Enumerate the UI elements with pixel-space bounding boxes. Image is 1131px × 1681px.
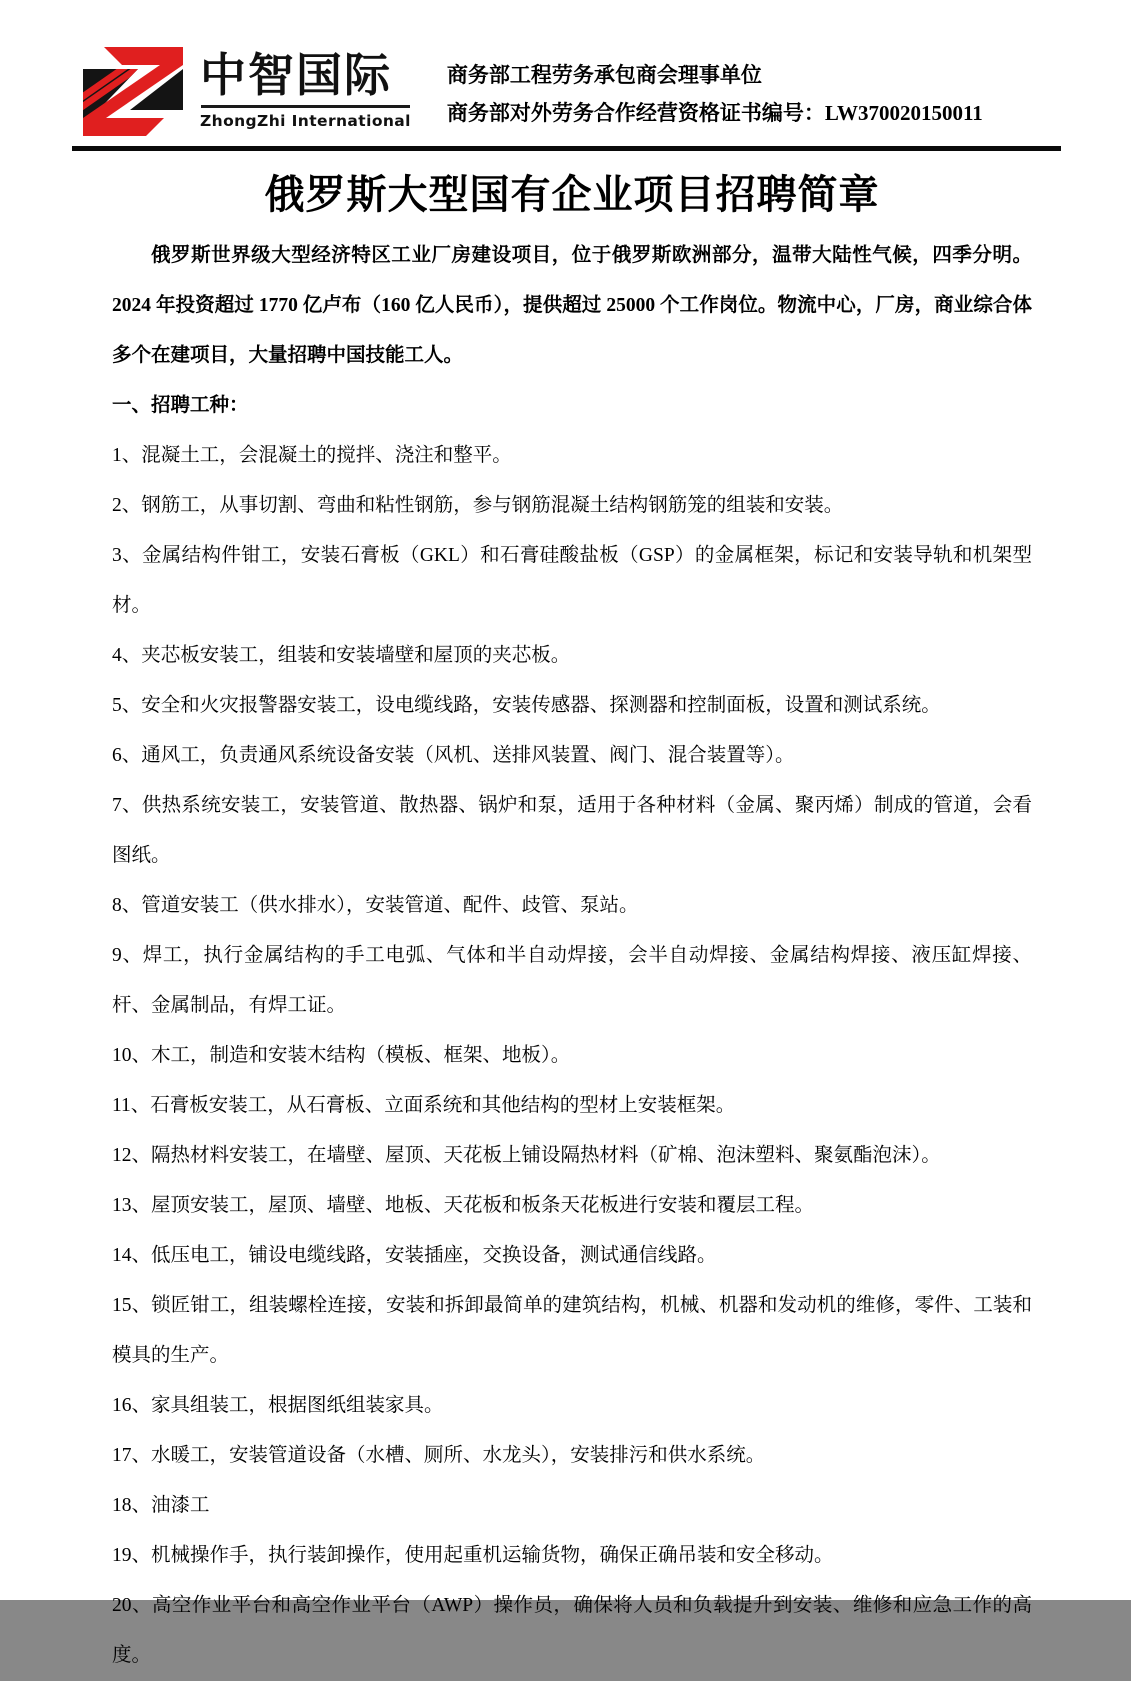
logo-name-cn: 中智国际 bbox=[200, 48, 392, 102]
credentials-block bbox=[447, 42, 983, 132]
logo-z-bottom-bar bbox=[83, 118, 164, 136]
company-logo bbox=[76, 42, 411, 140]
job-item-16: 16、家具组装工，根据图纸组装家具。 bbox=[112, 1395, 444, 1416]
page-title: 俄罗斯大型国有企业项目招聘简章 bbox=[264, 172, 880, 217]
credential-line-2: 商务部对外劳务合作经营资格证书编号：LW370020150011 bbox=[446, 101, 983, 125]
document-header bbox=[0, 0, 1131, 140]
document-body bbox=[112, 163, 1032, 1681]
job-item-20: 20、高空作业平台和高空作业平台（AWP）操作员，确保将人员和负载提升到安装、维修和应急工作的高度。 bbox=[112, 1595, 1032, 1666]
job-item-17: 17、水暖工，安装管道设备（水槽、厕所、水龙头），安装排污和供水系统。 bbox=[112, 1445, 766, 1466]
job-item-9: 9、焊工，执行金属结构的手工电弧、气体和半自动焊接，会半自动焊接、金属结构焊接、液压缸焊接、杆、金属制品，有焊工证。 bbox=[112, 945, 1032, 1016]
job-item-5: 5、安全和火灾报警器安装工，设电缆线路，安装传感器、探测器和控制面板，设置和测试系统。 bbox=[112, 695, 941, 716]
job-item-7: 7、供热系统安装工，安装管道、散热器、锅炉和泵，适用于各种材料（金属、聚丙烯）制成的管道，会看图纸。 bbox=[112, 795, 1032, 866]
logo-name-en: ZhongZhi International bbox=[200, 111, 411, 130]
job-item-4: 4、夹芯板安装工，组装和安装墙壁和屋顶的夹芯板。 bbox=[112, 645, 571, 666]
credential-line-1: 商务部工程劳务承包商会理事单位 bbox=[446, 63, 762, 87]
job-item-3: 3、金属结构件钳工，安装石膏板（GKL）和石膏硅酸盐板（GSP）的金属框架，标记和安装导轨和机架型材。 bbox=[112, 545, 1032, 616]
logo-z-icon bbox=[76, 42, 190, 140]
logo-text bbox=[200, 42, 411, 130]
job-item-14: 14、低压电工，铺设电缆线路，安装插座，交换设备，测试通信线路。 bbox=[112, 1245, 717, 1266]
job-item-11: 11、石膏板安装工，从石膏板、立面系统和其他结构的型材上安装框架。 bbox=[112, 1095, 736, 1116]
job-item-10: 10、木工，制造和安装木结构（模板、框架、地板）。 bbox=[112, 1045, 571, 1066]
section-heading: 一、招聘工种： bbox=[112, 395, 249, 416]
job-item-12: 12、隔热材料安装工，在墙壁、屋顶、天花板上铺设隔热材料（矿棉、泡沫塑料、聚氨酯泡沫）。 bbox=[112, 1145, 941, 1166]
job-item-15: 15、锁匠钳工，组装螺栓连接，安装和拆卸最简单的建筑结构，机械、机器和发动机的维修，零件、工装和模具的生产。 bbox=[112, 1295, 1032, 1366]
logo-divider bbox=[201, 105, 410, 108]
job-item-19: 19、机械操作手，执行装卸操作，使用起重机运输货物，确保正确吊装和安全移动。 bbox=[112, 1545, 834, 1566]
job-item-13: 13、屋顶安装工，屋顶、墙壁、地板、天花板和板条天花板进行安装和覆层工程。 bbox=[112, 1195, 815, 1216]
job-item-18: 18、油漆工 bbox=[112, 1495, 210, 1516]
job-item-1: 1、混凝土工，会混凝土的搅拌、浇注和整平。 bbox=[112, 445, 512, 466]
intro-paragraph: 俄罗斯世界级大型经济特区工业厂房建设项目，位于俄罗斯欧洲部分，温带大陆性气候，四季分明。2024 年投资超过 1770 亿卢布（160 亿人民币），提供超过 25000 个工作岗位。物流中心，厂房，商业综合体多个在建项目，大量招聘中国技能工人。 bbox=[112, 245, 1032, 366]
job-item-6: 6、通风工，负责通风系统设备安装（风机、送排风装置、阀门、混合装置等）。 bbox=[112, 745, 795, 766]
logo-z-top-bar bbox=[104, 47, 183, 65]
header-divider bbox=[72, 146, 1061, 151]
job-item-8: 8、管道安装工（供水排水），安装管道、配件、歧管、泵站。 bbox=[112, 895, 639, 916]
job-item-2: 2、钢筋工，从事切割、弯曲和粘性钢筋，参与钢筋混凝土结构钢筋笼的组装和安装。 bbox=[112, 495, 844, 516]
